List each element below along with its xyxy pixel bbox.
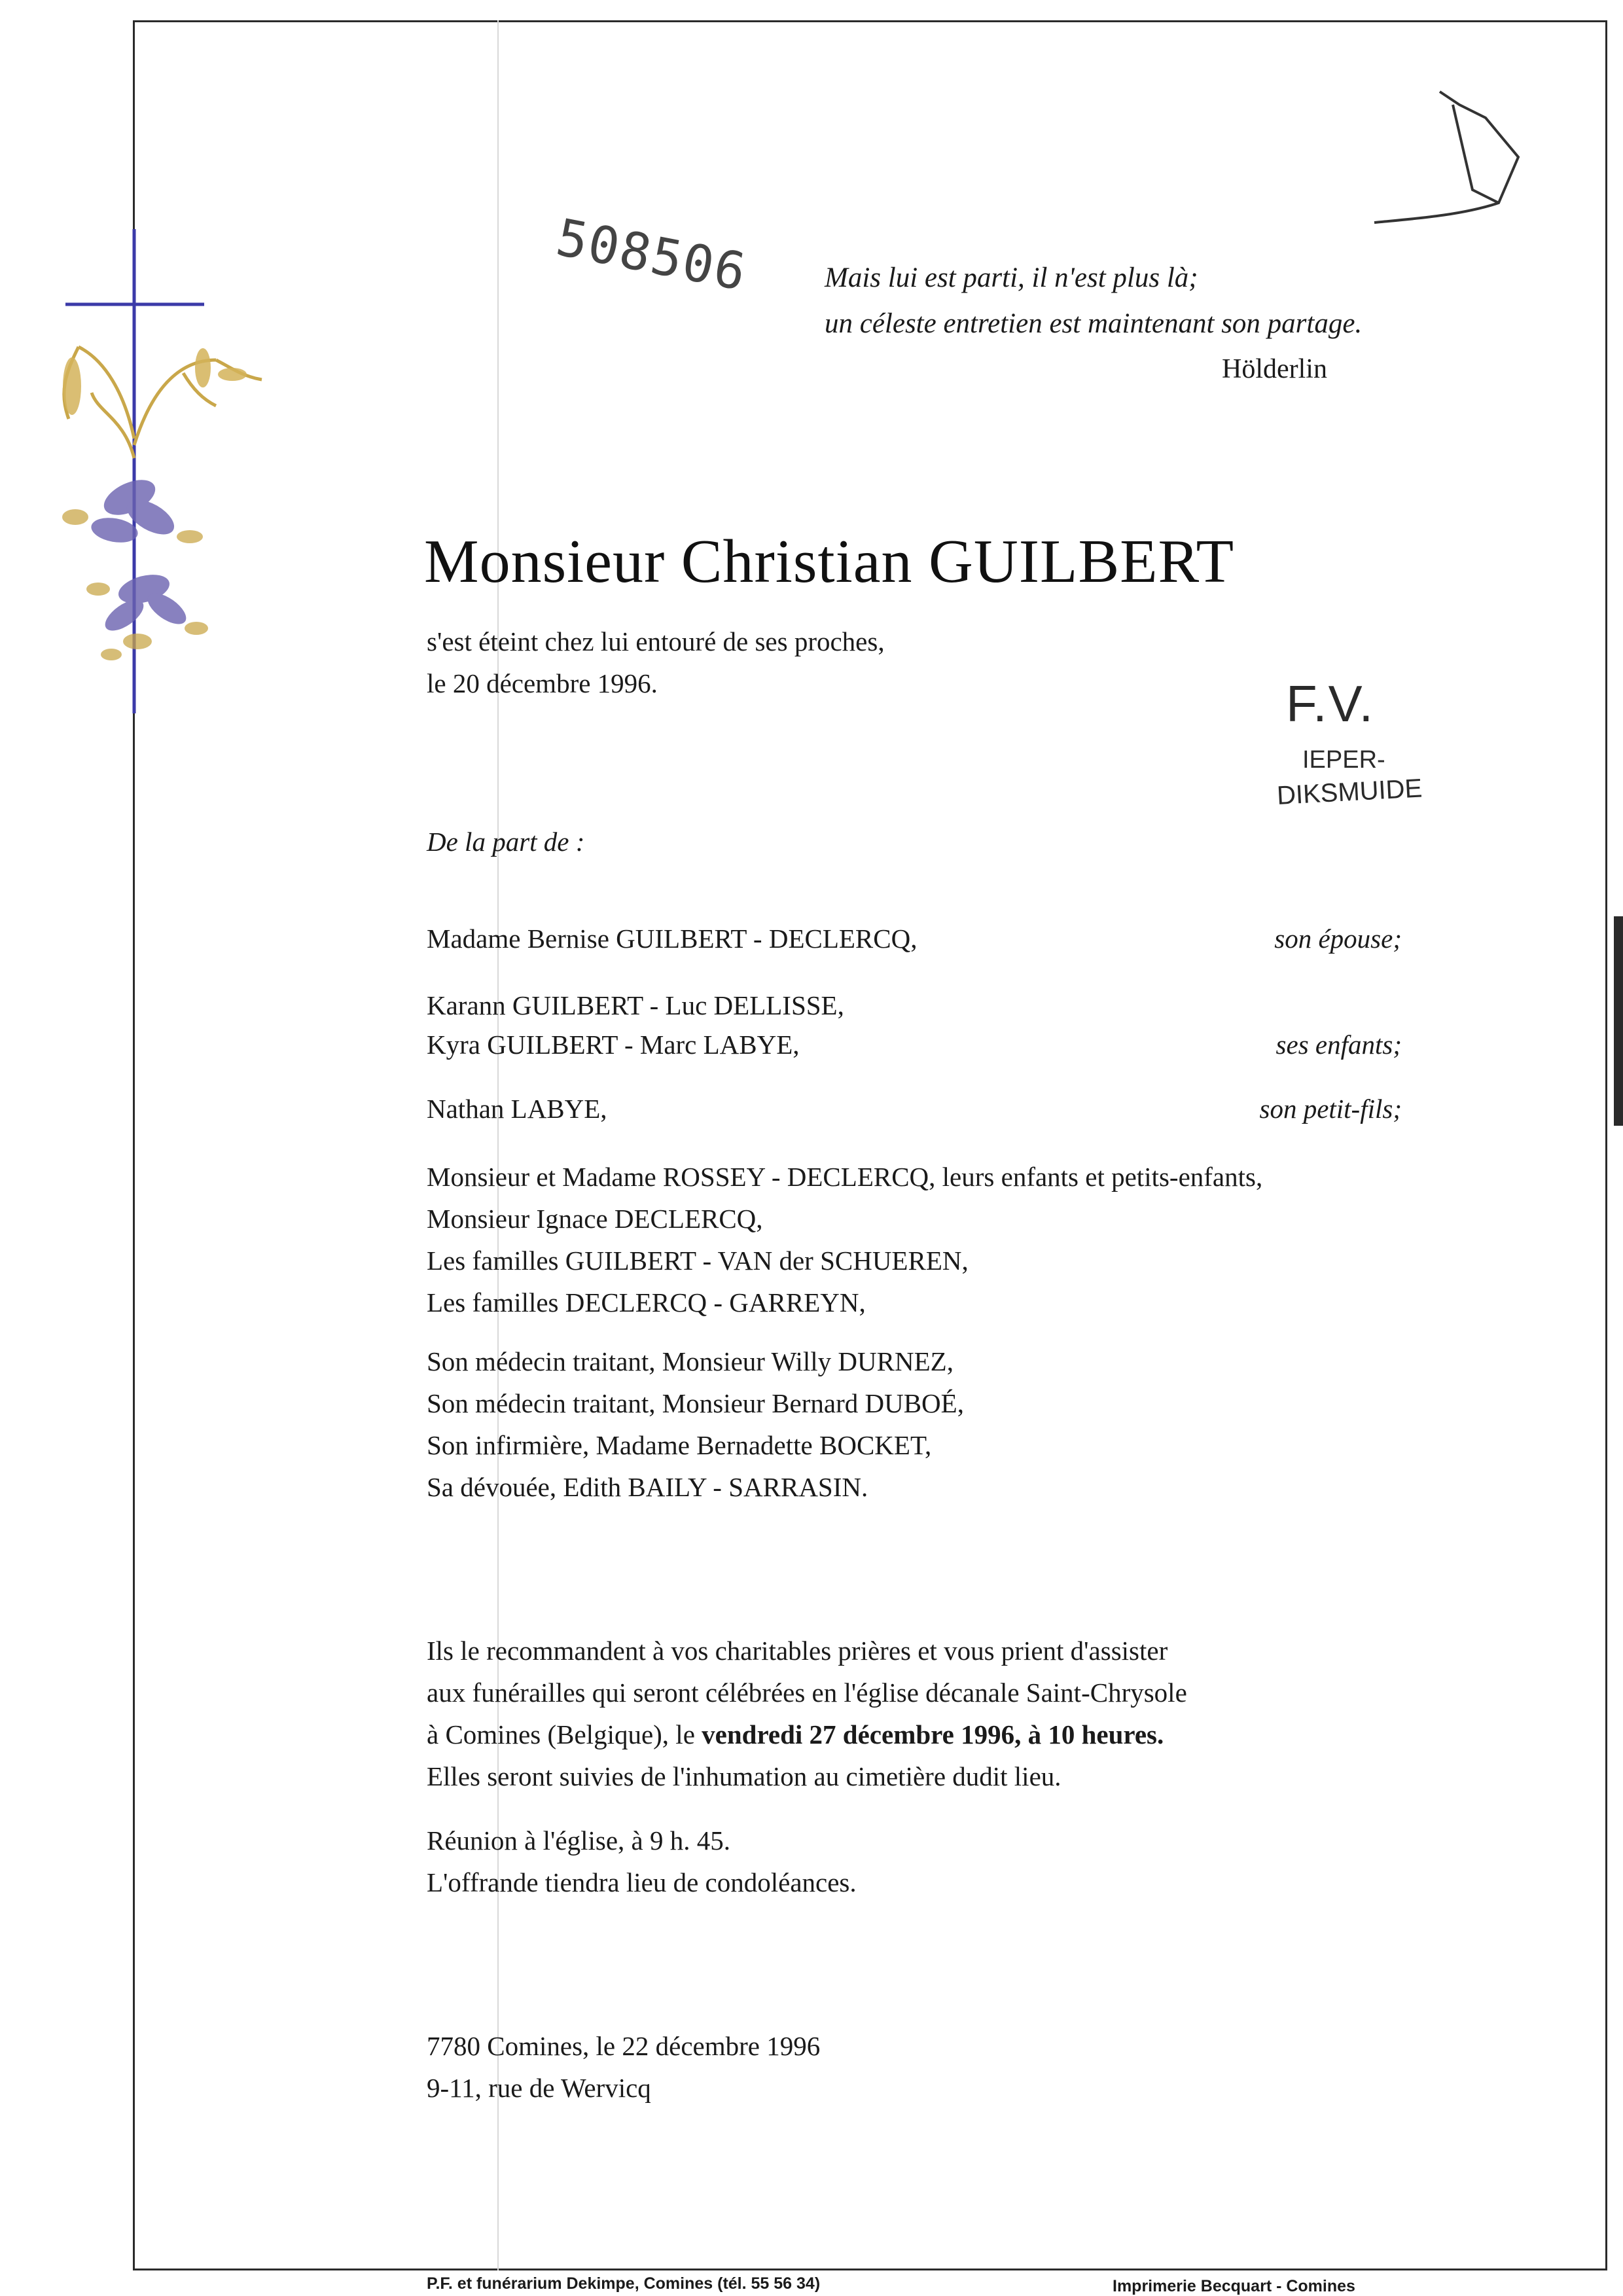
card-border	[133, 20, 1607, 2270]
children-relation: ses enfants;	[1275, 1030, 1402, 1060]
funeral-line-2: aux funérailles qui seront célébrées en l'église décanale Saint-Chrysole	[427, 1677, 1187, 1708]
epigraph-author: Hölderlin	[1222, 354, 1327, 384]
from-label: De la part de :	[427, 827, 585, 857]
death-notice	[427, 620, 885, 704]
meeting-line-1: Réunion à l'église, à 9 h. 45.	[427, 1825, 730, 1856]
carer-line: Son médecin traitant, Monsieur Willy DURNEZ,	[427, 1346, 954, 1376]
other-family-line: Les familles GUILBERT - VAN der SCHUEREN,	[427, 1246, 969, 1276]
address-block	[427, 2025, 820, 2109]
spouse-row	[427, 923, 1402, 954]
child-2-row	[427, 1029, 1402, 1060]
carer-line: Son infirmière, Madame Bernadette BOCKET,	[427, 1430, 932, 1460]
stamp-initials: F.V.	[1286, 675, 1375, 732]
footer-funeral-home: P.F. et funérarium Dekimpe, Comines (tél. 55 56 34)	[427, 2274, 821, 2293]
grandchild-relation: son petit-fils;	[1259, 1094, 1402, 1124]
carer-line: Son médecin traitant, Monsieur Bernard DUBOÉ,	[427, 1388, 964, 1418]
funeral-line-4: Elles seront suivies de l'inhumation au cimetière dudit lieu.	[427, 1761, 1061, 1791]
carer-line: Sa dévouée, Edith BAILY - SARRASIN.	[427, 1472, 868, 1502]
fold-line	[497, 20, 499, 2270]
child-2-name: Kyra GUILBERT - Marc LABYE,	[427, 1030, 800, 1060]
archive-number: 508506	[551, 208, 752, 303]
stamp-location-2: DIKSMUIDE	[1276, 774, 1423, 810]
address-line-1: 7780 Comines, le 22 décembre 1996	[427, 2031, 821, 2061]
cross-flower-illustration	[52, 223, 288, 720]
grandchild-name: Nathan LABYE,	[427, 1094, 607, 1124]
funeral-details	[427, 1630, 1187, 1797]
funeral-line-3-start: à Comines (Belgique), le	[427, 1719, 702, 1749]
address-line-2: 9-11, rue de Wervicq	[427, 2073, 651, 2103]
spouse-relation: son épouse;	[1274, 924, 1402, 954]
child-1: Karann GUILBERT - Luc DELLISSE,	[427, 990, 844, 1020]
pencil-mark	[1368, 79, 1538, 236]
other-family-line: Les familles DECLERCQ - GARREYN,	[427, 1287, 866, 1318]
spouse-name: Madame Bernise GUILBERT - DECLERCQ,	[427, 924, 918, 954]
carers	[427, 1340, 964, 1508]
other-family-line: Monsieur Ignace DECLERCQ,	[427, 1204, 763, 1234]
wheat-ears-icon	[63, 348, 247, 415]
wheat-icon	[64, 347, 262, 458]
epigraph-line-2: un céleste entretien est maintenant son partage.	[825, 308, 1363, 339]
funeral-line-3	[427, 1713, 1187, 1755]
other-family	[427, 1156, 1262, 1323]
death-line-1: s'est éteint chez lui entouré de ses proches,	[427, 626, 885, 656]
meeting-line-2: L'offrande tiendra lieu de condoléances.	[427, 1867, 857, 1897]
grandchild-row	[427, 1093, 1402, 1124]
epigraph-line-1: Mais lui est parti, il n'est plus là;	[825, 262, 1198, 293]
other-family-line: Monsieur et Madame ROSSEY - DECLERCQ, leurs enfants et petits-enfants,	[427, 1162, 1263, 1192]
funeral-date-time: vendredi 27 décembre 1996, à 10 heures.	[702, 1719, 1164, 1749]
epigraph	[825, 255, 1362, 347]
deceased-name: Monsieur Christian GUILBERT	[424, 528, 1235, 596]
footer-printer: Imprimerie Becquart - Comines	[1113, 2277, 1355, 2295]
page-edge	[1614, 916, 1623, 1126]
meeting-info	[427, 1820, 857, 1903]
flower-icon	[89, 473, 191, 636]
funeral-line-1: Ils le recommandent à vos charitables prières et vous prient d'assister	[427, 1636, 1168, 1666]
stamp-location-1: IEPER-	[1302, 746, 1385, 774]
death-line-2: le 20 décembre 1996.	[427, 668, 658, 698]
